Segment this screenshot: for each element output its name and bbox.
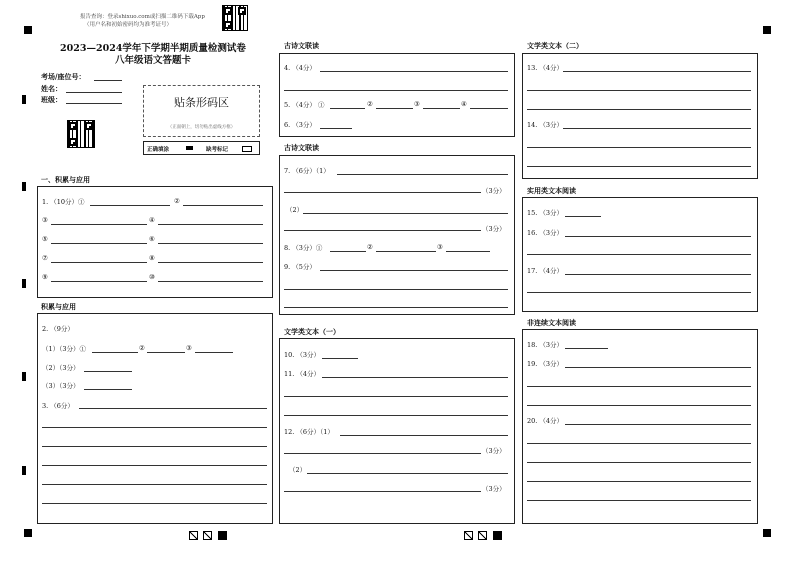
q10-blank[interactable] (322, 358, 358, 359)
q6-blank[interactable] (320, 128, 352, 129)
page-marker (464, 531, 473, 540)
q5-circle-4: ④ (461, 100, 467, 108)
q1-blank-9[interactable] (51, 281, 147, 282)
q15-blank[interactable] (565, 216, 601, 217)
timing-mark (22, 95, 26, 104)
timing-mark (22, 466, 26, 475)
q3-line[interactable] (79, 408, 267, 409)
q1-blank-4[interactable] (158, 224, 263, 225)
q19-line[interactable] (527, 405, 751, 406)
q8-blank-1[interactable] (330, 251, 366, 252)
q7-1-line[interactable] (284, 192, 481, 193)
q4-line[interactable] (320, 71, 508, 72)
section-literary-1-title: 文学类文本（一） (284, 327, 340, 336)
q2-label: 2. （9分） (42, 325, 74, 333)
q12-1-score: （3分） (482, 447, 506, 455)
q12-1-line[interactable] (340, 435, 508, 436)
q16-line[interactable] (527, 254, 751, 255)
q1-blank-7[interactable] (51, 262, 147, 263)
q4-line[interactable] (284, 90, 508, 91)
q1-circle-10: ⑩ (149, 273, 155, 281)
q1-circle-2: ② (174, 197, 180, 205)
q2-2-label: （2）（3分） (42, 364, 80, 372)
corner-mark-bl (24, 529, 32, 537)
q3-line[interactable] (42, 484, 267, 485)
q1-circle-6: ⑥ (149, 235, 155, 243)
q13-line[interactable] (563, 71, 751, 72)
q1-circle-7: ⑦ (42, 254, 48, 262)
q8-label: 8. （3分）① (284, 244, 323, 252)
q5-circle-2: ② (367, 100, 373, 108)
q17-label: 17. （4分） (527, 267, 564, 275)
answer-sheet-title: 八年级语文答题卡 (114, 55, 191, 66)
q20-line[interactable] (527, 443, 751, 444)
q7-2-line[interactable] (303, 213, 508, 214)
report-notice: 报告查询：登录shixuo.com或扫描二维码下载App (80, 14, 205, 20)
q8-circle-2: ② (367, 243, 373, 251)
q14-line[interactable] (527, 147, 751, 148)
q2-1-circle-2: ② (139, 344, 145, 352)
q14-line[interactable] (563, 128, 751, 129)
barcode-area (143, 85, 260, 137)
correct-fill-label: 正确填涂 (147, 147, 170, 153)
absent-mark-box[interactable] (242, 146, 252, 152)
q1-circle-9: ⑨ (42, 273, 48, 281)
page-marker (493, 531, 502, 540)
q12-1-line[interactable] (284, 453, 481, 454)
q3-line[interactable] (42, 465, 267, 466)
q13-line[interactable] (527, 90, 751, 91)
q19-line[interactable] (527, 386, 751, 387)
q12-label: 12. （6分）（1） (284, 428, 334, 436)
q4-label: 4. （4分） (284, 64, 316, 72)
timing-mark (22, 182, 26, 191)
q7-1-score: （3分） (482, 187, 506, 195)
page-marker (203, 531, 212, 540)
q3-line[interactable] (42, 427, 267, 428)
q5-blank-4[interactable] (470, 108, 508, 109)
q2-1-blank-1[interactable] (92, 352, 138, 353)
q1-blank-1[interactable] (90, 205, 170, 206)
q1-blank-6[interactable] (158, 243, 263, 244)
q1-blank-8[interactable] (158, 262, 263, 263)
q2-1-blank-3[interactable] (195, 352, 233, 353)
exam-title: 2023—2024学年下学期半期质量检测试卷 (60, 43, 246, 54)
q5-label: 5. （4分） ① (284, 101, 325, 109)
exam-seat-label: 考场/座位号： (41, 72, 86, 81)
page-marker (189, 531, 198, 540)
q10-label: 10. （3分） (284, 351, 321, 359)
q5-blank-1[interactable] (330, 108, 365, 109)
exam-seat-field[interactable] (94, 80, 122, 81)
q7-label: 7. （6分）（1） (284, 167, 330, 175)
timing-mark (22, 372, 26, 381)
q2-1-blank-2[interactable] (147, 352, 185, 353)
q7-q9-answer-box (279, 155, 515, 315)
q2-3-blank[interactable] (84, 389, 132, 390)
q18-blank[interactable] (565, 348, 608, 349)
name-field[interactable] (66, 92, 122, 93)
section-accumulation-2-title: 积累与应用 (41, 302, 76, 311)
page-marker (218, 531, 227, 540)
q1-blank-10[interactable] (158, 281, 263, 282)
app-qr-code (222, 5, 248, 31)
section-literary-2-title: 文学类文本（二） (527, 41, 583, 50)
q9-label: 9. （5分） (284, 263, 316, 271)
section-non-continuous-title: 非连续文本阅读 (527, 318, 576, 327)
q11-line[interactable] (322, 377, 508, 378)
q3-line[interactable] (42, 446, 267, 447)
name-label: 姓名： (41, 84, 62, 93)
section-poetry-1-title: 古诗文联读 (284, 41, 319, 50)
q16-line[interactable] (565, 236, 751, 237)
fill-legend (143, 141, 260, 155)
q8-blank-2[interactable] (376, 251, 436, 252)
q12-2-score: （3分） (482, 485, 506, 493)
q1-label: 1. （10分）① (42, 198, 85, 206)
q1-blank-2[interactable] (183, 205, 263, 206)
correct-fill-sample (186, 146, 193, 150)
q14-label: 14. （3分） (527, 121, 564, 129)
timing-mark (22, 279, 26, 288)
q20-line[interactable] (565, 424, 751, 425)
q11-line[interactable] (284, 415, 508, 416)
q9-line[interactable] (320, 270, 508, 271)
login-notice: （用户名和初始密码均为准考证号） (84, 22, 173, 28)
q9-line[interactable] (284, 289, 508, 290)
barcode-note: （正面朝上，切勿贴出虚线方框） (167, 125, 236, 130)
q8-circle-3: ③ (437, 243, 443, 251)
q2-3-label: （3）（3分） (42, 382, 80, 390)
corner-mark-tl (24, 26, 32, 34)
q15-label: 15. （3分） (527, 209, 564, 217)
corner-mark-tr (763, 26, 771, 34)
q1-blank-3[interactable] (51, 224, 147, 225)
q12-2-label: （2） (289, 466, 307, 474)
q2-1-label: （1）（3分）① (42, 345, 87, 353)
class-label: 班级： (41, 95, 62, 104)
section-practical-title: 实用类文本阅读 (527, 186, 576, 195)
q20-line[interactable] (527, 462, 751, 463)
q19-label: 19. （3分） (527, 360, 564, 368)
q13-label: 13. （4分） (527, 64, 564, 72)
q17-line[interactable] (527, 292, 751, 293)
q5-circle-3: ③ (414, 100, 420, 108)
barcode-label: 贴条形码区 (174, 96, 229, 109)
q7-2-label: （2） (286, 206, 304, 214)
section-accumulation-title: 一、积累与应用 (41, 175, 90, 184)
q20-line[interactable] (527, 481, 751, 482)
q2-2-blank[interactable] (84, 371, 132, 372)
q7-1-line[interactable] (337, 174, 508, 175)
q1-circle-8: ⑧ (149, 254, 155, 262)
q12-2-line[interactable] (307, 473, 508, 474)
q18-label: 18. （3分） (527, 341, 564, 349)
q11-label: 11. （4分） (284, 370, 321, 378)
q14-line[interactable] (527, 166, 751, 167)
q13-line[interactable] (527, 109, 751, 110)
q7-2-score: （3分） (482, 225, 506, 233)
student-qr-code (67, 120, 95, 148)
page-marker (478, 531, 487, 540)
q6-label: 6. （3分） (284, 121, 316, 129)
q20-label: 20. （4分） (527, 417, 564, 425)
q1-circle-3: ③ (42, 216, 48, 224)
class-field[interactable] (66, 103, 122, 104)
q5-blank-3[interactable] (423, 108, 460, 109)
q12-2-line[interactable] (284, 491, 481, 492)
q8-blank-3[interactable] (446, 251, 490, 252)
q2-1-circle-3: ③ (186, 344, 192, 352)
q9-line[interactable] (284, 307, 508, 308)
q11-line[interactable] (284, 396, 508, 397)
q1-circle-5: ⑤ (42, 235, 48, 243)
q1-blank-5[interactable] (51, 243, 147, 244)
q16-label: 16. （3分） (527, 229, 564, 237)
q17-line[interactable] (565, 274, 751, 275)
corner-mark-br (763, 529, 771, 537)
q1-circle-4: ④ (149, 216, 155, 224)
q3-label: 3. （6分） (42, 402, 74, 410)
q3-line[interactable] (42, 503, 267, 504)
absent-mark-label: 缺考标记 (206, 147, 229, 153)
q5-blank-2[interactable] (376, 108, 413, 109)
q19-line[interactable] (565, 367, 751, 368)
q20-line[interactable] (527, 500, 751, 501)
section-poetry-2-title: 古诗文联读 (284, 143, 319, 152)
q7-2-line[interactable] (284, 230, 481, 231)
